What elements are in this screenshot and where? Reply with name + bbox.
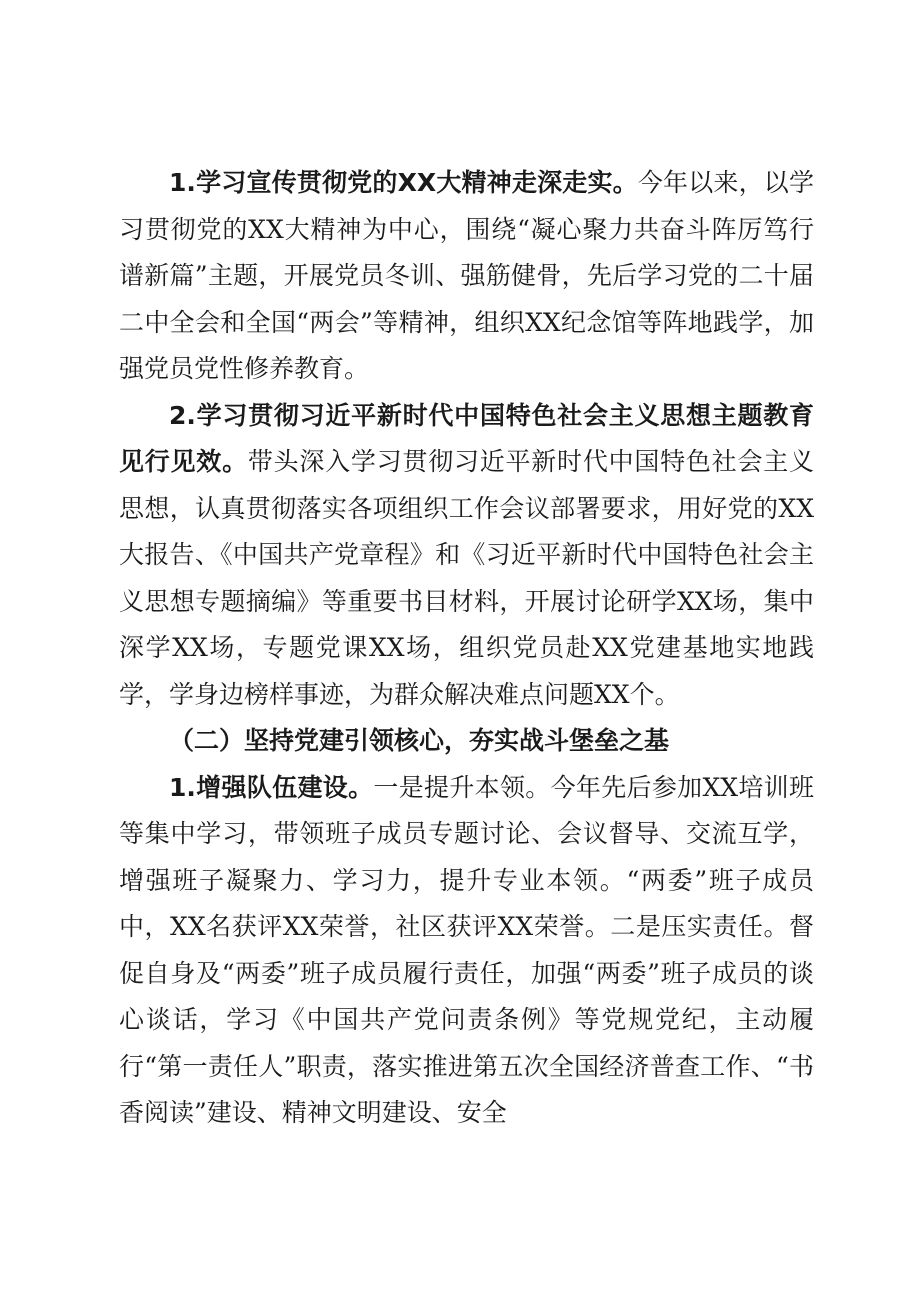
paragraph-1-lead: 1.学习宣传贯彻党的XX大精神走深走实。 xyxy=(169,168,638,197)
paragraph-3 xyxy=(119,765,814,1137)
paragraph-1 xyxy=(119,160,814,393)
paragraph-2-body: 带头深入学习贯彻习近平新时代中国特色社会主义思想，认真贯彻落实各项组织工作会议部署要求，用好党的XX大报告、《中国共产党章程》和《习近平新时代中国特色社会主义思想专题摘编》等重要书目材料，开展讨论研学XX场，集中深学XX场，专题党课XX场，组织党员赴XX党建基地实地践学，学身边榜样事迹，为群众解决难点问题XX个。 xyxy=(119,447,814,709)
paragraph-3-body: 一是提升本领。今年先后参加XX培训班等集中学习，带领班子成员专题讨论、会议督导、交流互学，增强班子凝聚力、学习力，提升专业本领。“两委”班子成员中，XX名获评XX荣誉，社区获评XX荣誉。二是压实责任。督促自身及“两委”班子成员履行责任，加强“两委”班子成员的谈心谈话，学习《中国共产党问责条例》等党规党纪，主动履行“第一责任人”职责，落实推进第五次全国经济普查工作、“书香阅读”建设、精神文明建设、安全 xyxy=(119,772,814,1127)
paragraph-2-lead: 2.学习贯彻习近平新时代中国特色社会主义思想主题教育见行见效。 xyxy=(119,400,814,476)
paragraph-3-lead: 1.增强队伍建设。 xyxy=(169,772,374,802)
document-body xyxy=(119,160,814,1137)
section-heading: （二）坚持党建引领核心，夯实战斗堡垒之基 xyxy=(169,726,670,755)
paragraph-2 xyxy=(119,393,814,719)
paragraph-1-body: 今年以来，以学习贯彻党的XX大精神为中心，围绕“凝心聚力共奋斗阵厉笃行谱新篇”主题，开展党员冬训、强筋健骨，先后学习党的二十届二中全会和全国“两会”等精神，组织XX纪念馆等阵地践学，加强党员党性修养教育。 xyxy=(119,168,814,383)
